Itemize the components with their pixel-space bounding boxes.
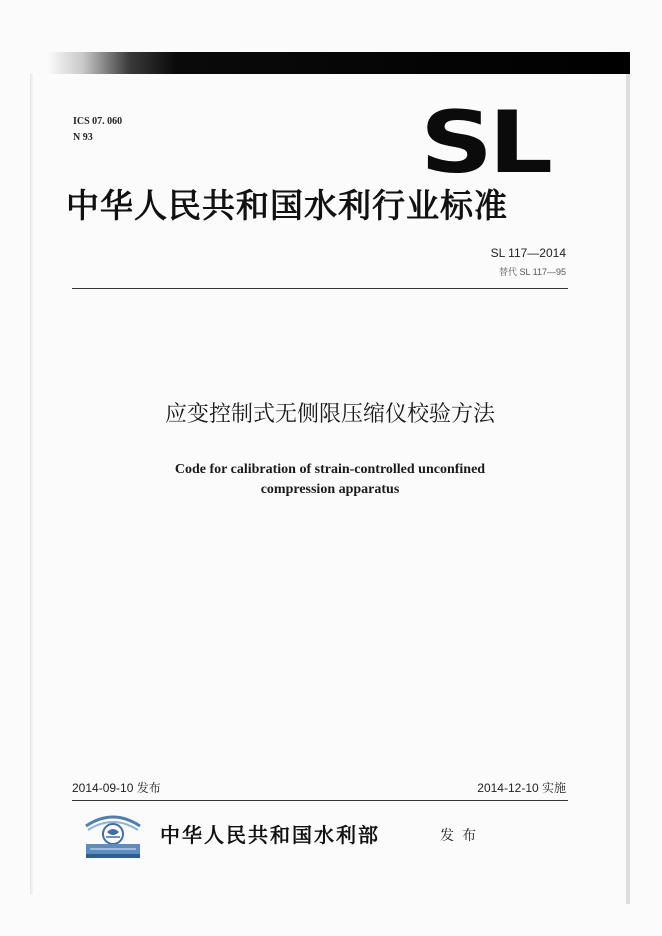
effective-date: 2014-12-10 实施 [477, 781, 566, 795]
scan-edge-right [626, 74, 630, 904]
classification-codes [73, 114, 122, 146]
issue-date: 2014-09-10 发布 [72, 781, 161, 795]
publish-label: 发布 [440, 828, 484, 844]
standard-number: SL 117—2014 [490, 246, 566, 260]
ccs-code: N 93 [73, 132, 93, 143]
ministry-emblem-icon [80, 806, 146, 864]
document-title-english-line1: Code for calibration of strain-controlled unconfined [174, 462, 486, 477]
sl-logo: SL [420, 93, 549, 193]
scan-shadow-left [30, 74, 33, 894]
document-title-english-line2: compression apparatus [260, 482, 400, 497]
scan-shadow-top [48, 52, 630, 74]
top-divider [72, 288, 568, 289]
standard-replaces: 替代 SL 117—95 [498, 267, 566, 277]
standard-category-title: 中华人民共和国水利行业标准 [66, 186, 508, 225]
publisher-name: 中华人民共和国水利部 [160, 823, 380, 847]
bottom-divider [72, 800, 568, 801]
document-title-english [70, 460, 590, 500]
document-title-chinese: 应变控制式无侧限压缩仪校验方法 [164, 402, 495, 427]
ics-code: ICS 07. 060 [73, 116, 123, 127]
